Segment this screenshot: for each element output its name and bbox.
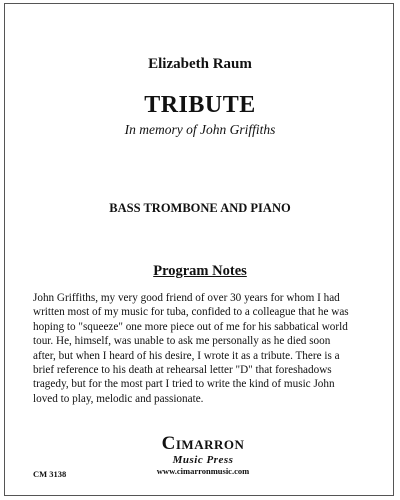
- program-notes-body: [33, 291, 373, 406]
- program-notes-line: hoping to "squeeze" one more piece out of me for his sabbatical world: [33, 320, 348, 333]
- piece-title: TRIBUTE: [144, 92, 256, 118]
- program-notes-line: tragedy, but for the most part I tried to write the kind of music John: [33, 378, 335, 391]
- program-notes-heading: Program Notes: [153, 263, 247, 279]
- program-notes-line: brief reference to his death at rehearsal letter "D" that foreshadows: [33, 364, 332, 377]
- composer-name: Elizabeth Raum: [148, 56, 252, 72]
- publisher-subtitle: Music Press: [172, 454, 234, 466]
- dedication-subtitle: In memory of John Griffiths: [124, 122, 276, 137]
- publisher-name: Cimarron: [161, 433, 245, 454]
- program-notes-line: John Griffiths, my very good friend of over 30 years for whom I had: [33, 292, 340, 304]
- program-notes-line: written most of my music for tuba, confided to a colleague that he was: [33, 306, 349, 319]
- program-notes-line: tour. He, himself, was unable to ask me personally as he died soon: [33, 335, 331, 348]
- instrumentation: BASS TROMBONE AND PIANO: [109, 201, 291, 215]
- publisher-url: www.cimarronmusic.com: [156, 466, 250, 476]
- publisher-logo: [148, 434, 258, 477]
- catalog-number: CM 3138: [33, 469, 67, 479]
- page-border: [4, 3, 394, 496]
- program-notes-line: after, but when I heard of his desire, I wrote it as a tribute. There is a: [33, 349, 340, 362]
- program-notes-line: loved to play, melodic and passionate.: [33, 392, 204, 405]
